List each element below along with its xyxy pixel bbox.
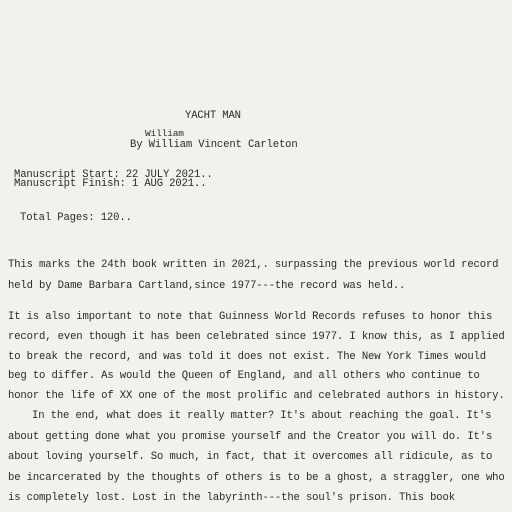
body-line: be incarcerated by the thoughts of others is to be a ghost, a straggler, one who xyxy=(8,472,505,484)
body-line: about getting done what you promise yourself and the Creator you will do. It's xyxy=(8,431,493,443)
body-line: is completely lost. Lost in the labyrinth---the soul's prison. This book xyxy=(8,492,455,504)
body-line: record, even though it has been celebrated since 1977. I know this, as I applied xyxy=(8,331,505,343)
body-line: to break the record, and was told it does not exist. The New York Times would xyxy=(8,351,486,363)
total-pages: Total Pages: 120.. xyxy=(20,212,132,224)
body-line: held by Dame Barbara Cartland,since 1977---the record was held.. xyxy=(8,280,406,292)
body-line: honor the life of XX one of the most prolific and celebrated authors in history. xyxy=(8,390,505,402)
body-line: In the end, what does it really matter? It's about reaching the goal. It's xyxy=(32,410,492,422)
byline: By William Vincent Carleton xyxy=(130,139,298,151)
author-insert: William xyxy=(145,128,184,139)
body-line: beg to differ. As would the Queen of England, and all others who continue to xyxy=(8,370,480,382)
manuscript-finish: Manuscript Finish: 1 AUG 2021.. xyxy=(14,178,207,190)
body-line: This marks the 24th book written in 2021,. surpassing the previous world record xyxy=(8,259,499,271)
manuscript-start: Manuscript Start: 22 JULY 2021.. xyxy=(14,169,213,181)
body-line: about loving yourself. So much, in fact, that it overcomes all ridicule, as to xyxy=(8,451,493,463)
document-title: YACHT MAN xyxy=(185,110,241,122)
body-line: It is also important to note that Guinness World Records refuses to honor this xyxy=(8,311,493,323)
